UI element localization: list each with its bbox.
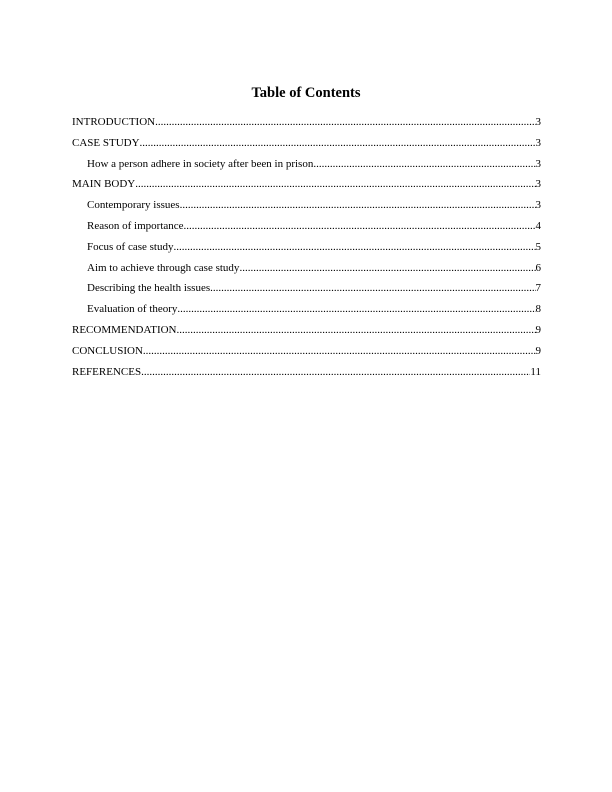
- toc-entry-page-number: 4: [535, 219, 541, 232]
- dot-leader: [143, 341, 536, 362]
- toc-list: [72, 112, 541, 382]
- toc-entry-page-number: 9: [535, 323, 541, 336]
- toc-entry-label: RECOMMENDATION: [72, 323, 177, 336]
- toc-entry-references[interactable]: [72, 362, 541, 383]
- dot-leader: [313, 154, 535, 175]
- toc-entry-page-number: 3: [535, 199, 541, 212]
- dot-leader: [180, 195, 536, 216]
- toc-entry-page-number: 3: [535, 116, 541, 128]
- toc-entry-page-number: 9: [535, 344, 541, 357]
- toc-entry-label: INTRODUCTION: [72, 116, 156, 128]
- toc-entry-page-number: 6: [535, 261, 541, 274]
- toc-entry-page-number: 3: [535, 178, 541, 191]
- toc-entry-label: CONCLUSION: [72, 344, 143, 357]
- toc-entry-label: REFERENCES: [72, 365, 142, 378]
- toc-entry-evaluation-of-theory[interactable]: [72, 299, 541, 320]
- toc-entry-label: Reason of importance: [87, 219, 184, 232]
- dot-leader: [239, 258, 535, 279]
- toc-entry-label: Describing the health issues: [87, 282, 211, 295]
- toc-entry-conclusion[interactable]: [72, 341, 541, 362]
- dot-leader: [135, 174, 535, 195]
- toc-entry-page-number: 3: [535, 136, 541, 149]
- toc-entry-label: CASE STUDY: [72, 136, 140, 149]
- toc-entry-page-number: 5: [535, 240, 541, 253]
- dot-leader: [210, 278, 535, 299]
- dot-leader: [140, 133, 536, 154]
- toc-entry-page-number: 11: [530, 365, 541, 378]
- toc-title: Table of Contents: [251, 85, 361, 101]
- toc-entry-describing-health-issues[interactable]: [72, 278, 541, 299]
- dot-leader: [177, 320, 536, 341]
- toc-entry-label: How a person adhere in society after been in prison: [87, 157, 314, 170]
- dot-leader: [141, 362, 530, 383]
- toc-entry-focus-of-case-study[interactable]: [72, 237, 541, 258]
- toc-entry-case-study[interactable]: [72, 133, 541, 154]
- toc-entry-label: Contemporary issues: [87, 199, 180, 212]
- toc-entry-page-number: 3: [535, 157, 541, 170]
- toc-entry-label: Aim to achieve through case study: [87, 261, 240, 274]
- toc-entry-label: MAIN BODY: [72, 178, 136, 191]
- dot-leader: [173, 237, 535, 258]
- toc-entry-contemporary-issues[interactable]: [72, 195, 541, 216]
- toc-entry-aim-to-achieve[interactable]: [72, 258, 541, 279]
- dot-leader: [184, 216, 536, 237]
- toc-entry-introduction[interactable]: [72, 112, 541, 133]
- toc-entry-label: Evaluation of theory: [87, 303, 178, 316]
- toc-entry-how-a-person-adhere[interactable]: [72, 154, 541, 175]
- toc-entry-page-number: 8: [535, 303, 541, 316]
- toc-entry-recommendation[interactable]: [72, 320, 541, 341]
- toc-entry-label: Focus of case study: [87, 240, 174, 253]
- toc-entry-page-number: 7: [535, 282, 541, 295]
- dot-leader: [177, 299, 535, 320]
- toc-entry-reason-of-importance[interactable]: [72, 216, 541, 237]
- dot-leader: [155, 112, 535, 133]
- toc-entry-main-body[interactable]: [72, 174, 541, 195]
